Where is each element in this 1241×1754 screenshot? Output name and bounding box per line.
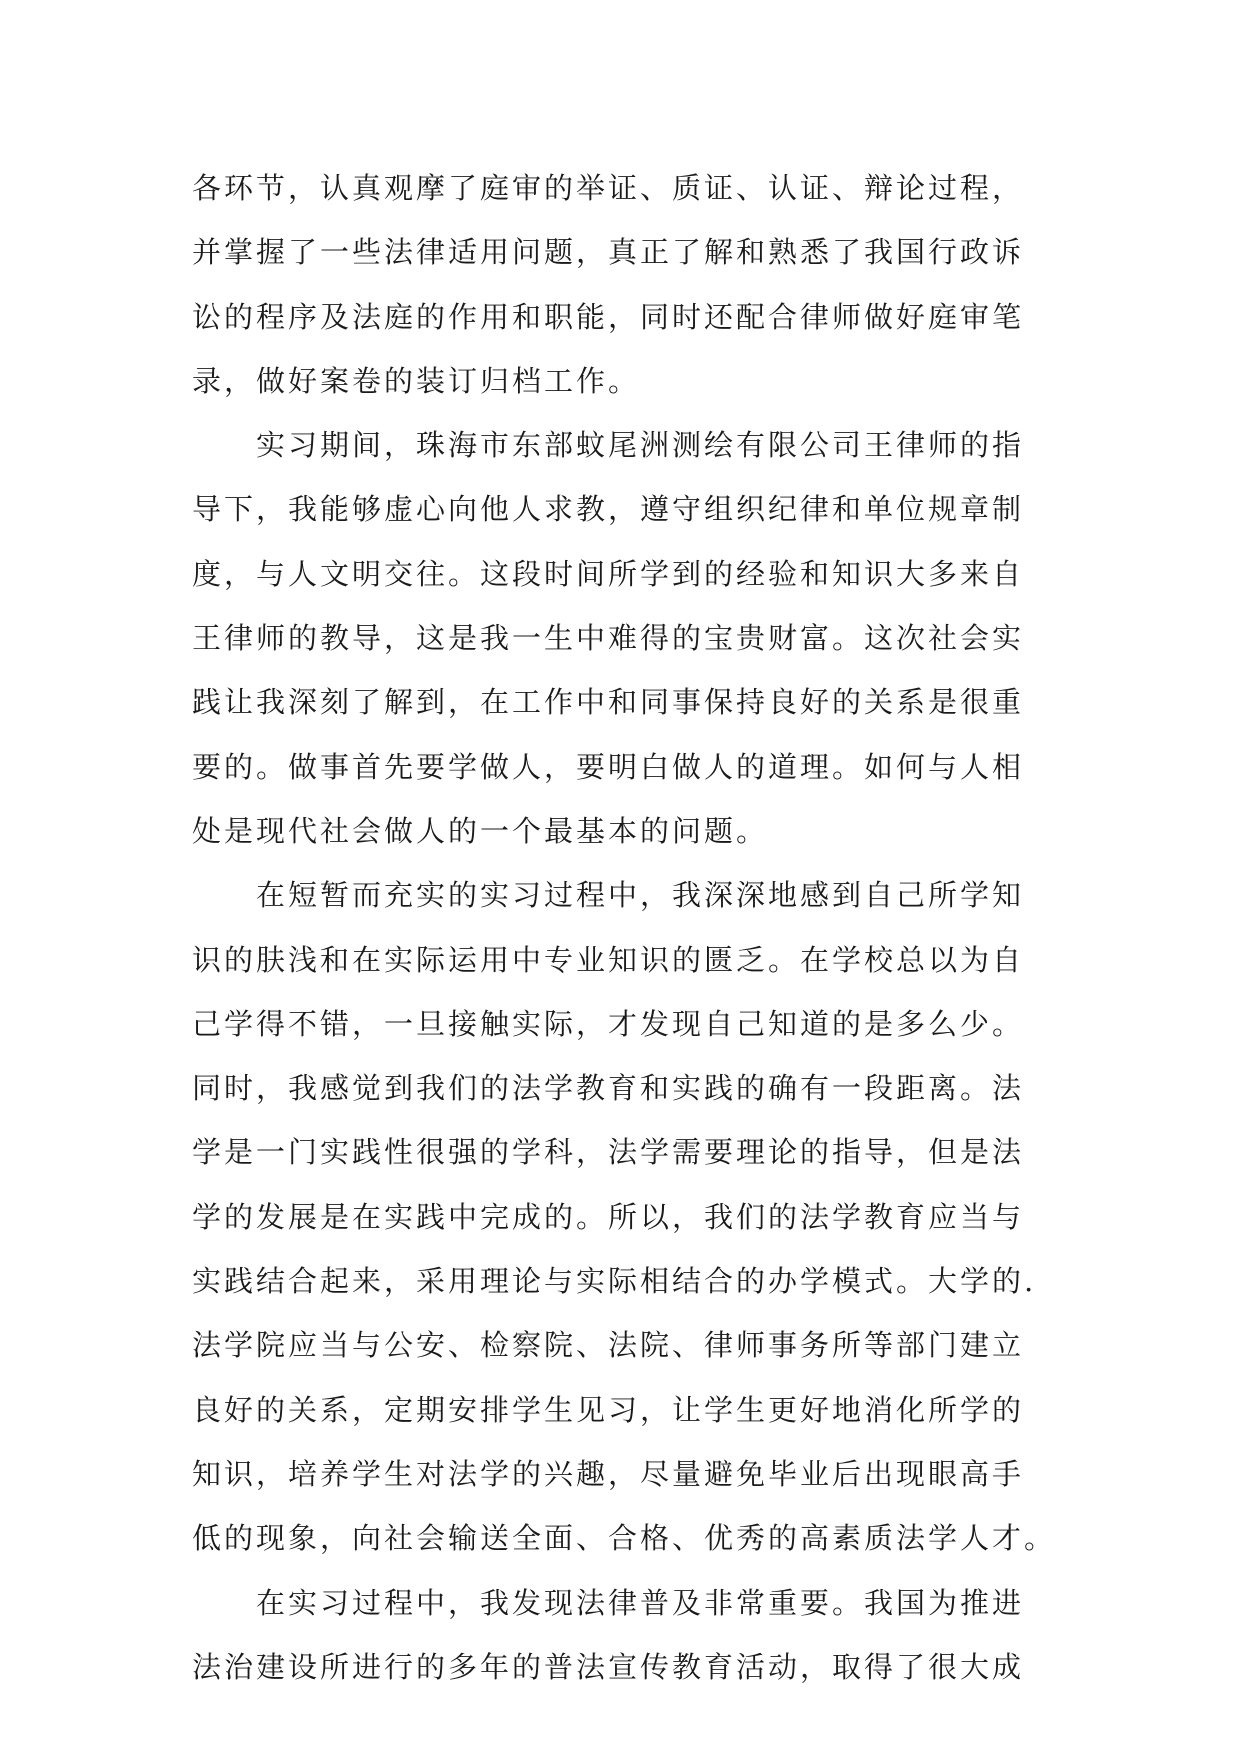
text-line: 度，与人文明交往。这段时间所学到的经验和知识大多来自: [192, 556, 1025, 591]
text-line: 良好的关系，定期安排学生见习，让学生更好地消化所学的: [192, 1392, 1025, 1427]
text-line: 知识，培养学生对法学的兴趣，尽量避免毕业后出现眼高手: [192, 1456, 1025, 1491]
text-line: 识的肤浅和在实际运用中专业知识的匮乏。在学校总以为自: [192, 942, 1025, 977]
text-line: 践让我深刻了解到，在工作中和同事保持良好的关系是很重: [192, 685, 1025, 720]
text-line: 讼的程序及法庭的作用和职能，同时还配合律师做好庭审笔: [192, 299, 1025, 334]
paragraph-1: [192, 156, 1052, 413]
text-line: 实践结合起来，采用理论与实际相结合的办学模式。大学的.: [192, 1264, 1037, 1299]
text-line: 学是一门实践性很强的学科，法学需要理论的指导，但是法: [192, 1135, 1025, 1170]
text-line: 实习期间，珠海市东部蚊尾洲测绘有限公司王律师的指: [256, 428, 1025, 463]
text-line: 要的。做事首先要学做人，要明白做人的道理。如何与人相: [192, 749, 1025, 784]
text-line: 在实习过程中，我发现法律普及非常重要。我国为推进: [256, 1585, 1025, 1620]
text-line: 各环节，认真观摩了庭审的举证、质证、认证、辩论过程，: [192, 171, 1025, 205]
text-line: 低的现象，向社会输送全面、合格、优秀的高素质法学人才。: [192, 1521, 1057, 1556]
paragraph-2: [192, 413, 1052, 863]
paragraph-4: [192, 1571, 1052, 1700]
text-line: 在短暂而充实的实习过程中，我深深地感到自己所学知: [256, 878, 1025, 913]
text-line: 法学院应当与公安、检察院、法院、律师事务所等部门建立: [192, 1328, 1025, 1363]
text-line: 学的发展是在实践中完成的。所以，我们的法学教育应当与: [192, 1199, 1025, 1234]
text-line: 己学得不错，一旦接触实际，才发现自己知道的是多么少。: [192, 1006, 1025, 1041]
text-line: 录，做好案卷的装订归档工作。: [192, 363, 641, 398]
text-line: 法治建设所进行的多年的普法宣传教育活动，取得了很大成: [192, 1649, 1025, 1684]
text-line: 导下，我能够虚心向他人求教，遵守组织纪律和单位规章制: [192, 492, 1025, 527]
text-line: 并掌握了一些法律适用问题，真正了解和熟悉了我国行政诉: [192, 235, 1025, 270]
text-line: 同时，我感觉到我们的法学教育和实践的确有一段距离。法: [192, 1071, 1025, 1106]
text-line: 处是现代社会做人的一个最基本的问题。: [192, 813, 769, 848]
text-line: 王律师的教导，这是我一生中难得的宝贵财富。这次社会实: [192, 621, 1025, 656]
paragraph-3: [192, 863, 1057, 1570]
document-body: [192, 156, 1057, 1699]
